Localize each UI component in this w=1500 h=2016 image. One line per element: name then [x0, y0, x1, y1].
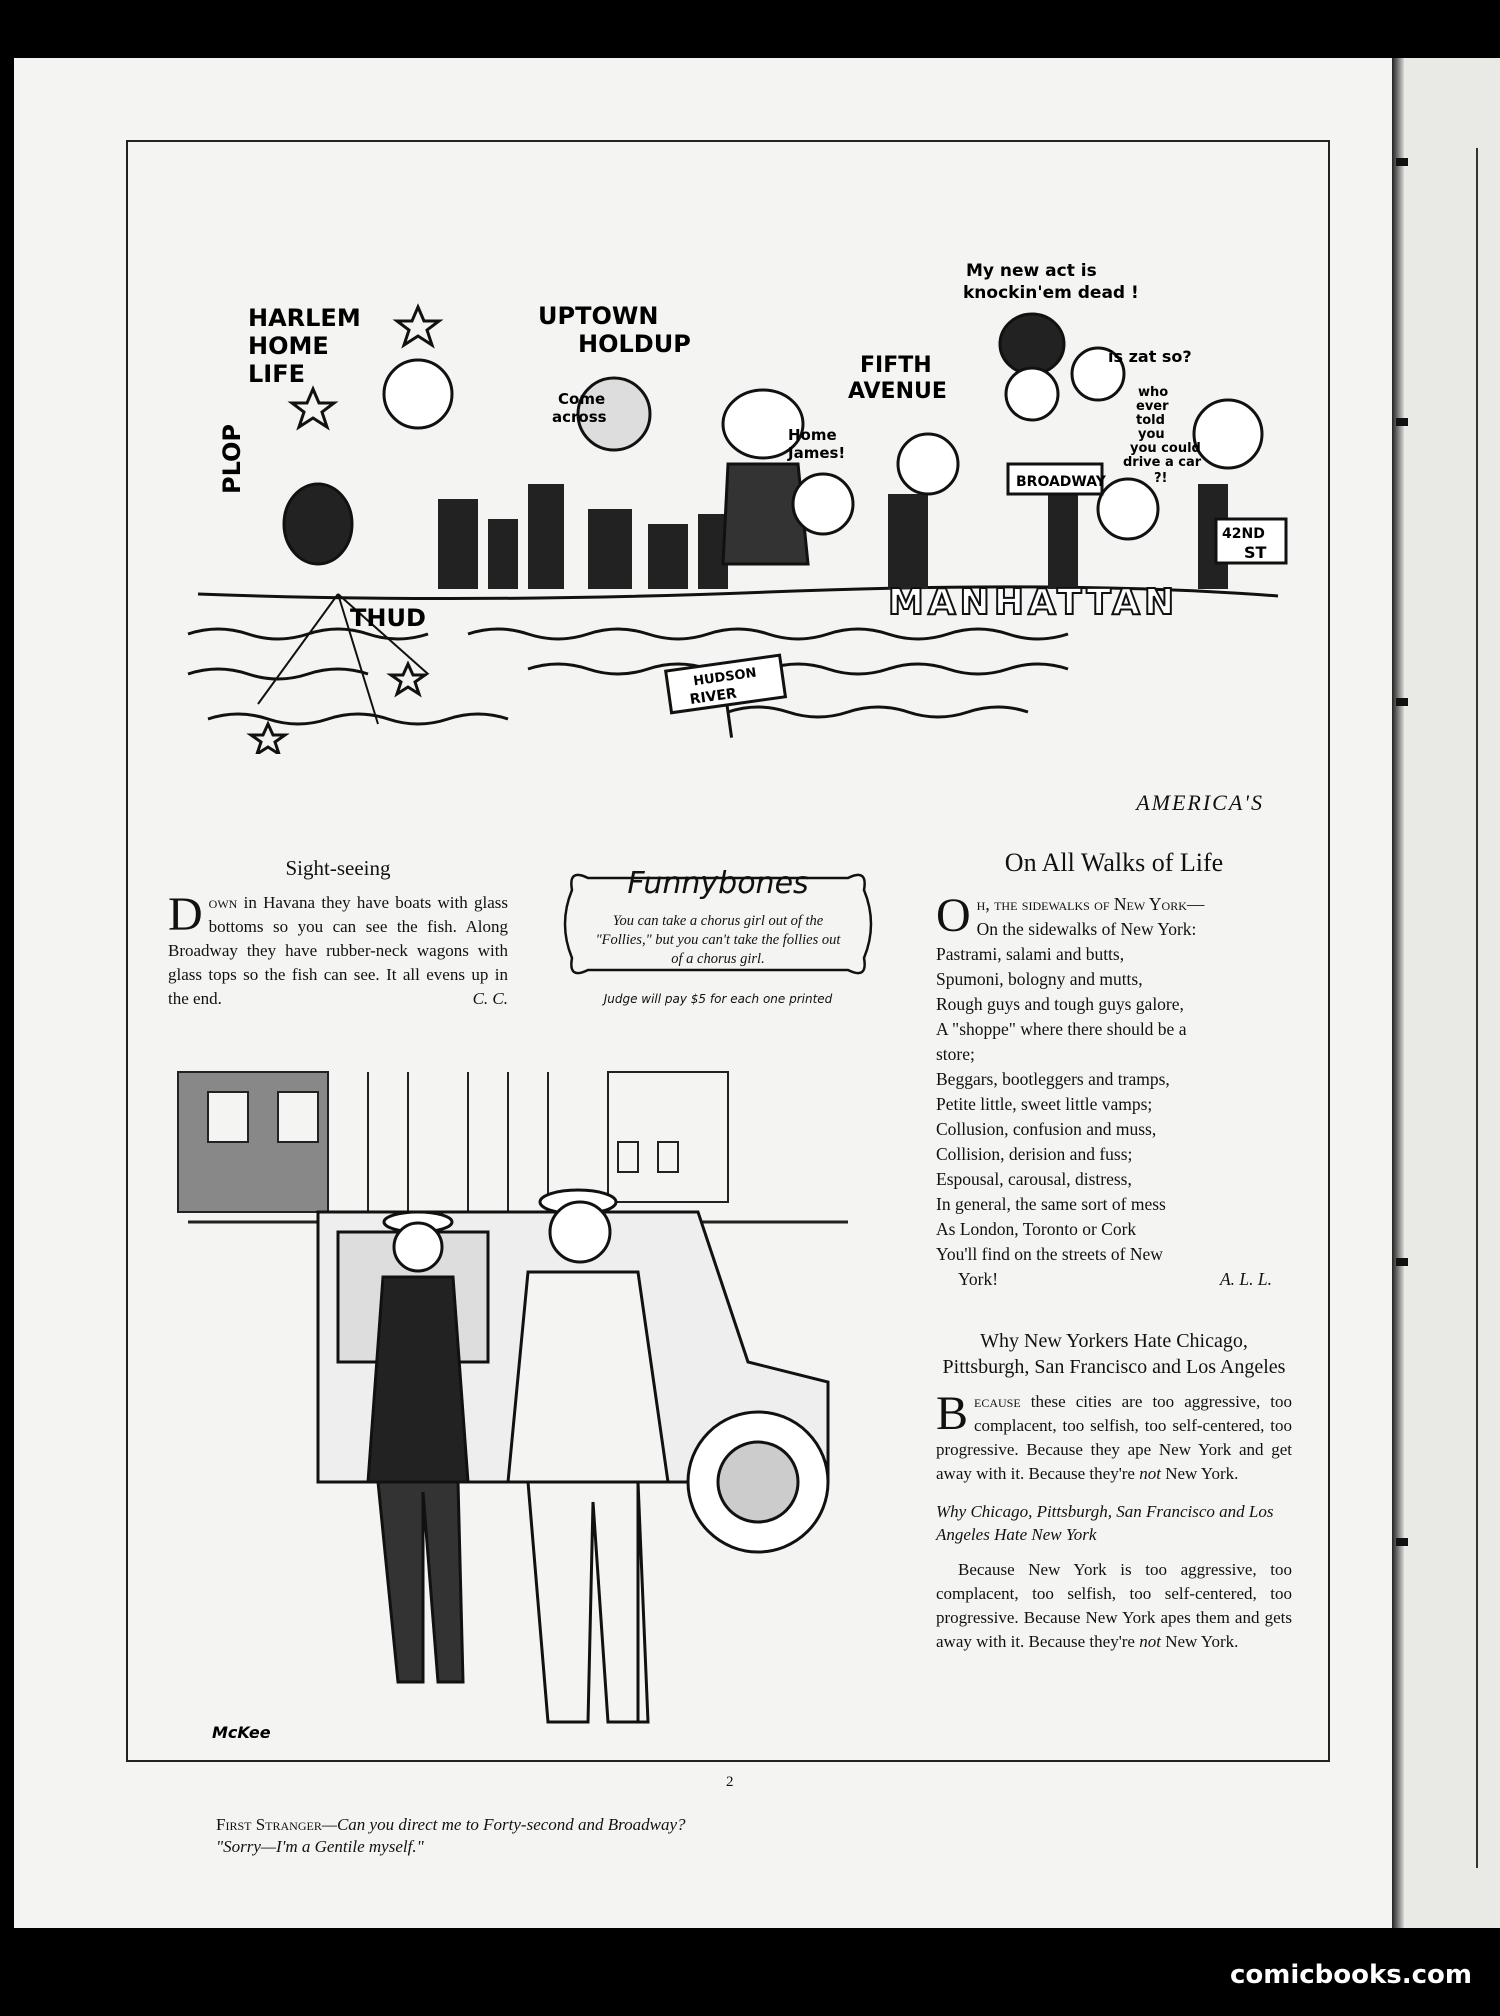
svg-text:LIFE: LIFE	[248, 360, 306, 388]
sightseeing-article	[168, 856, 508, 1011]
facing-page-edge	[1392, 58, 1500, 1928]
label-uptown: UPTOWN	[538, 302, 659, 330]
walks-of-life-poem: Oh, the sidewalks of New York— On the sidewalks of New York: Pastrami, salami and butts, Spumoni, bologny and mutts, Rough guys and tough guys galore, A "shoppe" where there should be a store; Beggars, bootleggers and tramps, Petite little, sweet little vamps; Collusion, confusion and muss, Collision, derision and fuss; Espousal, carousal, distress, In general, the same sort of mess As London, Toronto or Cork You'll find on the streets of New York! A. L. L.	[936, 892, 1292, 1292]
label-plop: PLOP	[218, 423, 246, 494]
label-home-james: Home	[788, 426, 837, 444]
poem-line: On the sidewalks of New York:	[976, 919, 1197, 939]
svg-text:ever: ever	[1136, 399, 1169, 414]
funnybones-title: Funnybones	[627, 866, 809, 901]
right-column	[936, 848, 1292, 1654]
svg-text:HOME: HOME	[248, 332, 329, 360]
svg-text:ST: ST	[1244, 543, 1267, 562]
walks-of-life-title: On All Walks of Life	[1004, 848, 1224, 877]
poem-line: Rough guys and tough guys galore,	[936, 994, 1184, 1014]
svg-text:RIVER: RIVER	[688, 685, 738, 708]
sightseeing-body: Down in Havana they have boats with glass bottoms so you can see the fish. Along Broadway they have rubber-neck wagons with glass tops so the fish can see. It all evens up in the end. C. C.	[168, 891, 508, 1011]
funnybones-note: Judge will pay $5 for each one printed	[603, 992, 833, 1006]
svg-text:knockin'em dead !: knockin'em dead !	[963, 283, 1139, 303]
label-42nd: 42ND	[1222, 526, 1265, 542]
artist-signature: McKee	[212, 1723, 271, 1742]
walks-of-life-signature: A. L. L.	[1219, 1269, 1272, 1289]
sightseeing-signature: C. C.	[472, 989, 508, 1008]
label-who-ever-told: who	[1138, 385, 1169, 400]
svg-text:James!: James!	[788, 444, 846, 462]
svg-text:you: you	[1138, 427, 1165, 442]
svg-text:AVENUE: AVENUE	[848, 379, 947, 404]
label-is-zat-so: is zat so?	[1108, 347, 1192, 366]
poem-line: Collusion, confusion and muss,	[936, 1119, 1157, 1139]
svg-text:?!: ?!	[1154, 471, 1168, 486]
manhattan-cartoon	[168, 164, 1288, 754]
street-cartoon	[168, 1062, 878, 1802]
poem-line: As London, Toronto or Cork	[936, 1219, 1137, 1239]
label-broadway: BROADWAY	[1016, 474, 1106, 490]
why-new-yorkers-title: Why New Yorkers Hate Chicago, Pittsburgh, San Francisco and Los Angeles	[942, 1330, 1286, 1378]
label-fifth-avenue: FIFTH	[860, 353, 932, 378]
sightseeing-title: Sight-seeing	[285, 856, 391, 880]
poem-line: Petite little, sweet little vamps;	[936, 1094, 1153, 1114]
funnybones-joke: You can take a chorus girl out of the "Follies," but you can't take the follies out of a chorus girl.	[595, 913, 841, 967]
svg-text:HOLDUP: HOLDUP	[578, 330, 691, 358]
site-watermark: comicbooks.com	[1229, 1960, 1472, 1990]
svg-text:drive a car: drive a car	[1123, 455, 1202, 470]
why-new-yorkers-body: Because these cities are too aggressive, too complacent, too selfish, too self-centered, too progressive. Because they ape New York and get away with it. Because they're not New York.	[936, 1387, 1292, 1483]
page-frame	[126, 140, 1330, 1856]
label-new-act: My new act is	[966, 261, 1097, 281]
street-cartoon-caption: First Stranger—Can you direct me to Forty-second and Broadway? "Sorry—I'm a Gentile myself."	[216, 1815, 686, 1856]
poem-line: You'll find on the streets of New	[936, 1244, 1163, 1264]
poem-line: A "shoppe" where there should be a	[936, 1019, 1187, 1039]
page-number: 2	[726, 1774, 734, 1790]
poem-line: York!	[958, 1269, 999, 1289]
poem-line: In general, the same sort of mess	[936, 1194, 1166, 1214]
label-thud: THUD	[350, 604, 426, 632]
scan-background	[0, 58, 1500, 1928]
poem-line: Collision, derision and fuss;	[936, 1144, 1133, 1164]
poem-line: Beggars, bootleggers and tramps,	[936, 1069, 1170, 1089]
svg-text:you could: you could	[1130, 441, 1201, 456]
sightseeing-dropcap: D	[168, 888, 203, 941]
why-chicago-body: Because New York is too aggressive, too complacent, too selfish, too self-centered, too progressive. Because New York apes them and gets away with it. Because they're not New York.	[936, 1560, 1292, 1651]
poem-line: store;	[936, 1044, 975, 1064]
label-harlem: HARLEM	[248, 304, 361, 332]
label-manhattan: MANHATTAN	[888, 582, 1179, 623]
cartoon-title-americas: AMERICA'S	[1136, 790, 1264, 815]
magazine-page	[14, 58, 1392, 1928]
poem-line: Pastrami, salami and butts,	[936, 944, 1125, 964]
svg-text:across: across	[552, 408, 607, 426]
poem-line: Espousal, carousal, distress,	[936, 1169, 1132, 1189]
poem-line: Spumoni, bologny and mutts,	[936, 969, 1143, 989]
svg-text:told: told	[1136, 413, 1165, 428]
why-chicago-subhead: Why Chicago, Pittsburgh, San Francisco and Los Angeles Hate New York	[936, 1502, 1274, 1544]
label-come-across: Come	[558, 390, 606, 408]
label-hudson-river: HUDSON	[692, 665, 758, 690]
funnybones-box	[538, 858, 898, 1006]
